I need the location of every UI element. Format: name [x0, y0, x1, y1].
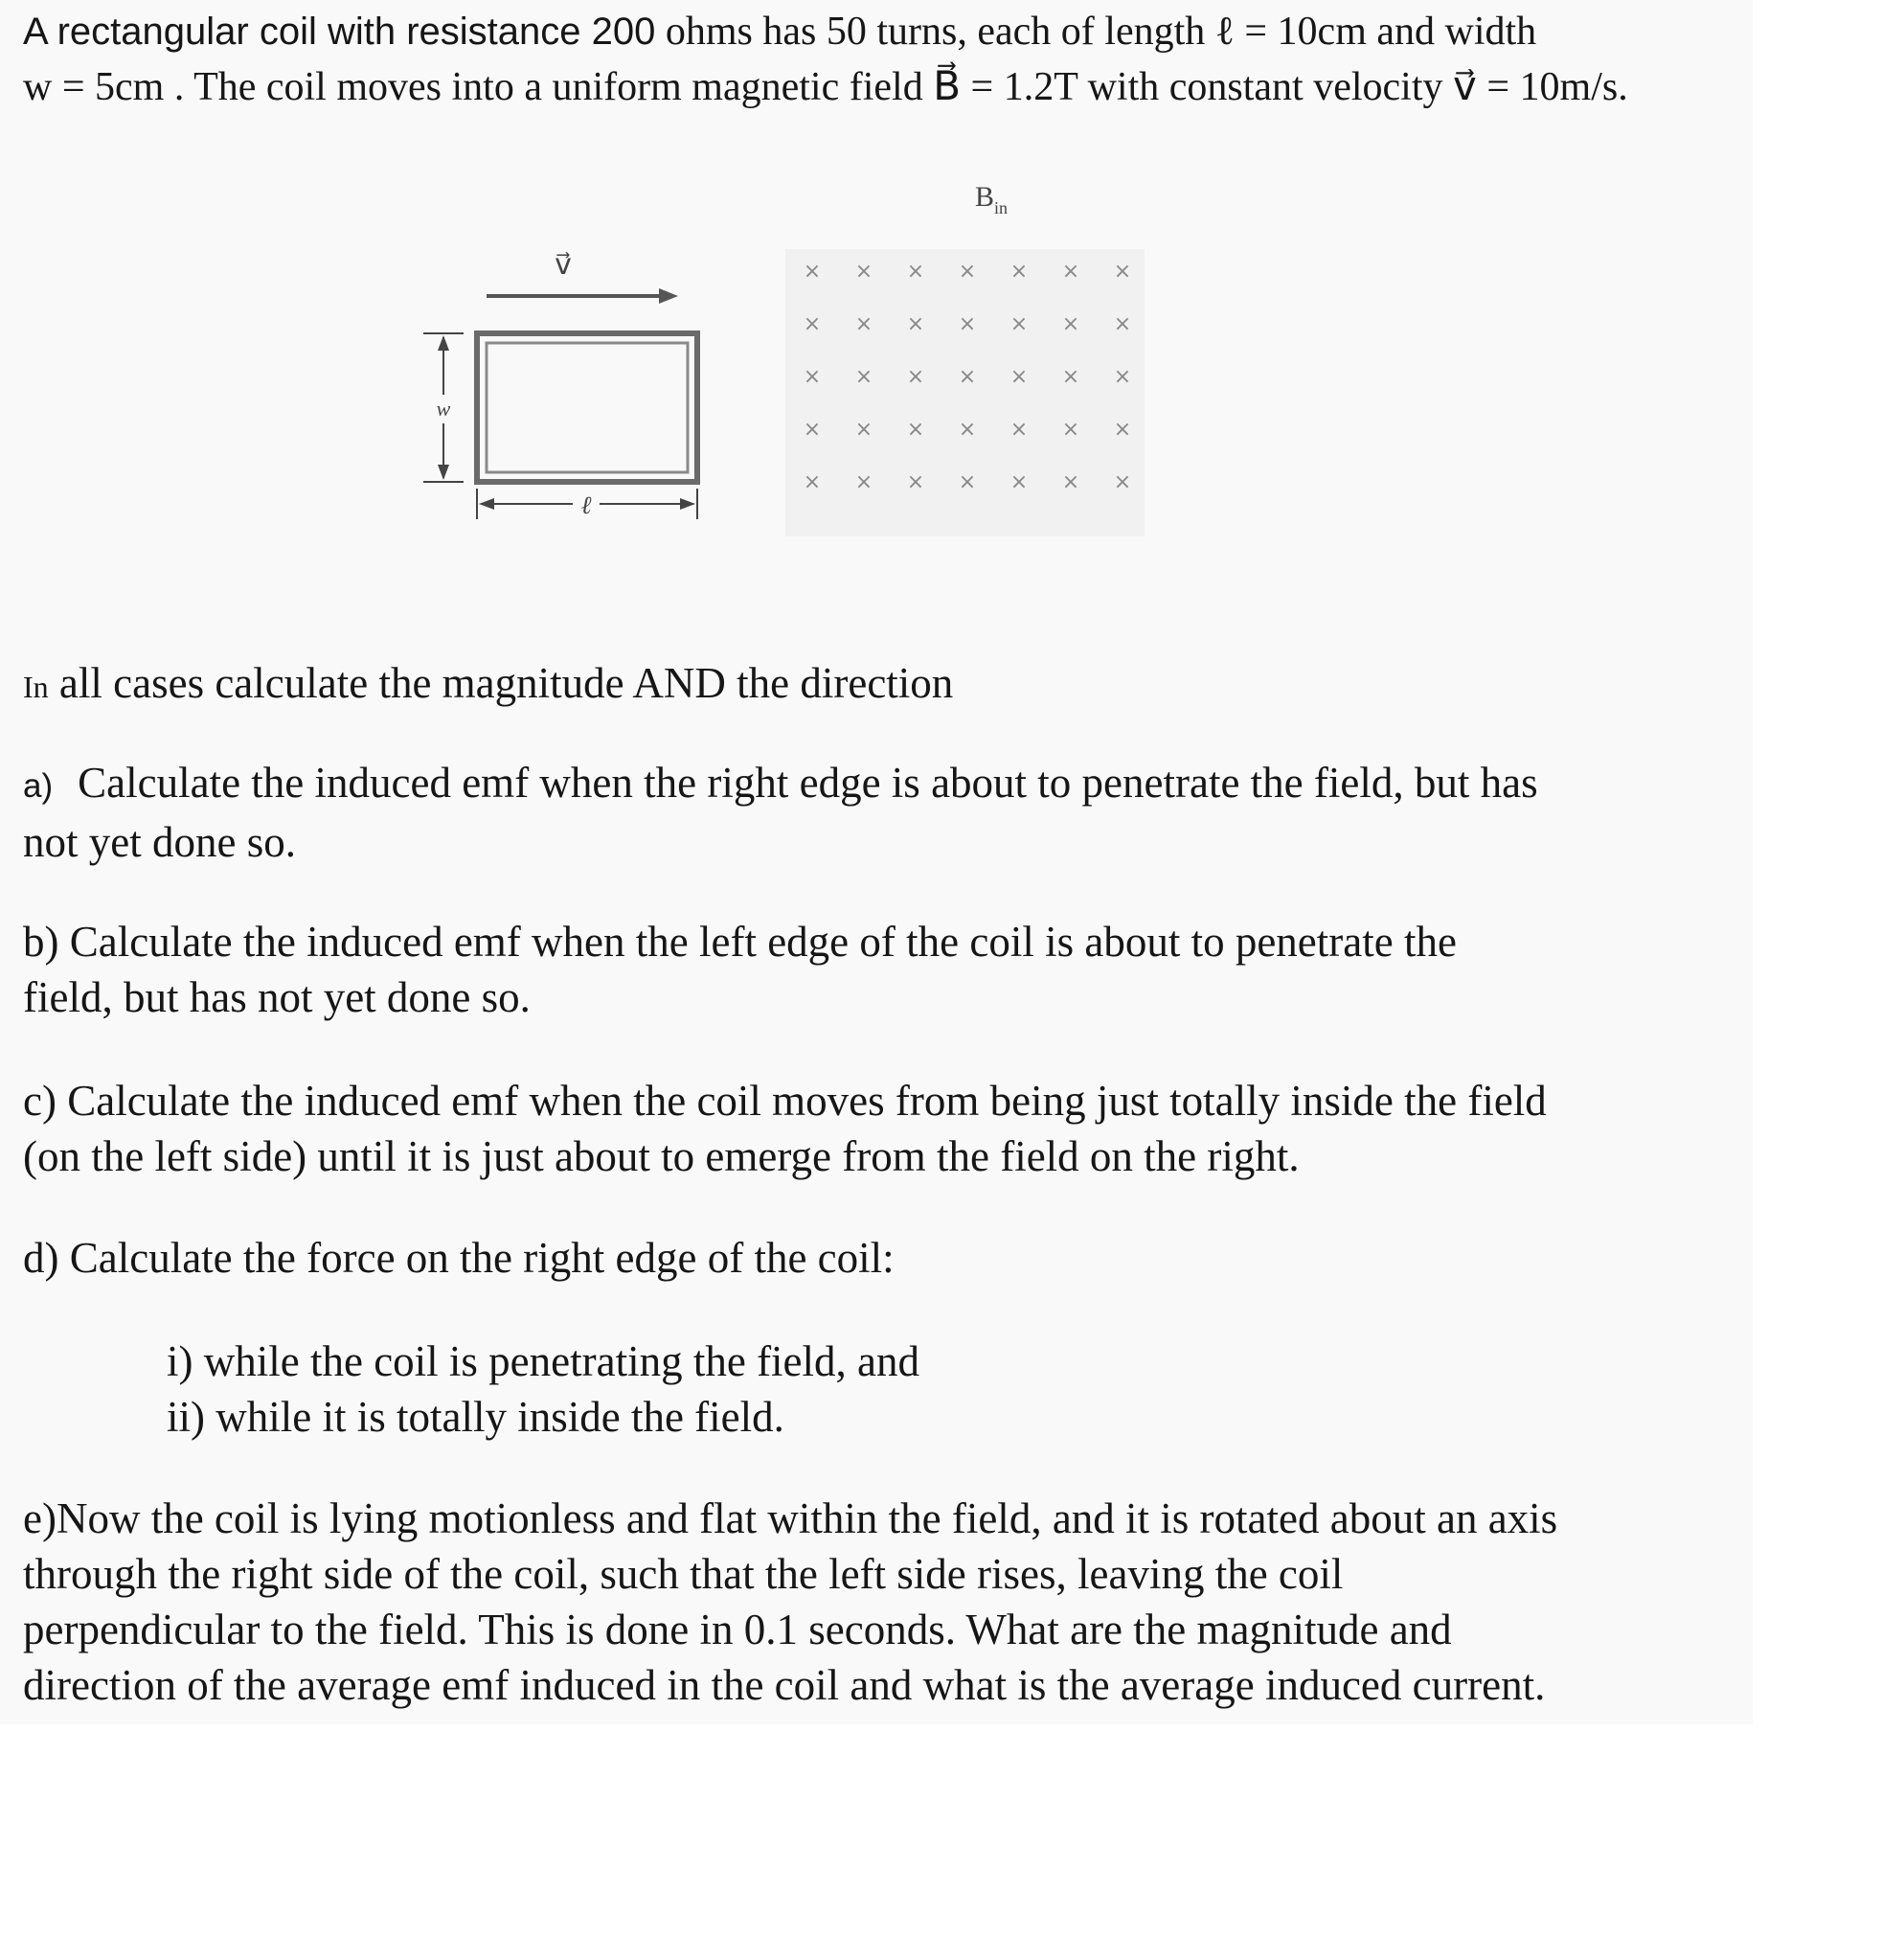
field-x-mark: × [906, 312, 925, 336]
question-d-i [167, 1333, 1882, 1389]
field-x-mark: × [1113, 312, 1132, 336]
field-x-mark: × [1009, 260, 1029, 284]
question-d-ii [167, 1389, 1882, 1445]
question-a [23, 755, 1747, 870]
field-x-mark: × [906, 418, 925, 442]
field-x-mark: × [803, 260, 822, 284]
field-x-mark: × [958, 260, 977, 284]
field-x-mark: × [1113, 365, 1132, 389]
width-arrow-down-icon [438, 465, 449, 480]
velocity-arrowhead-icon [659, 288, 678, 304]
field-x-mark: × [1061, 418, 1080, 442]
question-b-line-1: b) Calculate the induced emf when the left edge of the coil is about to penetrate the [23, 918, 1457, 966]
field-x-mark: × [803, 470, 822, 494]
field-x-mark: × [1061, 312, 1080, 336]
field-label [975, 181, 1008, 217]
field-x-mark: × [1061, 470, 1080, 494]
field-x-mark: × [958, 312, 977, 336]
question-c-line-1: c) Calculate the induced emf when the coil moves from being just totally inside the field [23, 1077, 1547, 1125]
question-a-line-1: Calculate the induced emf when the right edge is about to penetrate the field, but has [78, 759, 1538, 807]
field-x-mark: × [906, 260, 925, 284]
question-e-line-1: e)Now the coil is lying motionless and flat within the field, and it is rotated about an axis [23, 1494, 1558, 1542]
question-b [23, 914, 1747, 1025]
question-a-line-2: not yet done so. [23, 818, 296, 866]
question-e-line-4: direction of the average emf induced in the coil and what is the average induced current. [23, 1661, 1546, 1709]
width-label: w [436, 397, 451, 421]
question-d [23, 1230, 1747, 1286]
coil-inner [487, 343, 688, 472]
field-x-mark: × [1113, 418, 1132, 442]
length-arrow-left-icon [479, 498, 494, 510]
length-arrow-right-icon [680, 498, 695, 510]
field-label-symbol: B [974, 181, 994, 213]
question-e-line-3: perpendicular to the field. This is done in 0.1 seconds. What are the magnitude and [23, 1606, 1452, 1653]
field-x-mark: × [1061, 260, 1080, 284]
field-x-mark: × [1009, 312, 1029, 336]
question-e [23, 1491, 1747, 1713]
instructions [23, 655, 1747, 715]
field-x-mark: × [803, 418, 822, 442]
field-x-mark: × [906, 365, 925, 389]
intro-serif-text: ohms has 50 turns, each of length ℓ = 10cm and width [655, 10, 1537, 54]
field-x-mark: × [1061, 365, 1080, 389]
problem-intro [23, 4, 1747, 115]
velocity-label: v⃗ [555, 249, 572, 281]
intro-sans-text: A rectangular coil with resistance 200 [23, 11, 656, 53]
question-b-line-2: field, but has not yet done so. [23, 973, 531, 1021]
intro-line-1 [23, 4, 1747, 59]
question-d-ii-text: ii) while it is totally inside the field. [167, 1393, 784, 1441]
field-x-mark: × [1009, 470, 1029, 494]
field-x-mark: × [958, 365, 977, 389]
field-x-mark: × [958, 470, 977, 494]
question-d-i-text: i) while the coil is penetrating the field, and [167, 1337, 920, 1385]
field-x-mark: × [854, 260, 873, 284]
intro-line-2: w = 5cm . The coil moves into a uniform magnetic field B⃗ = 1.2T with constant velocity v⃗ = 10m/s. [23, 65, 1628, 109]
question-e-line-2: through the right side of the coil, such that the left side rises, leaving the coil [23, 1550, 1344, 1598]
instructions-text: all cases calculate the magnitude AND the direction [48, 659, 954, 707]
coil-field-diagram [402, 172, 1264, 575]
question-d-line-1: d) Calculate the force on the right edge of the coil: [23, 1234, 895, 1282]
question-c-line-2: (on the left side) until it is just about to emerge from the field on the right. [23, 1132, 1300, 1180]
question-c [23, 1073, 1747, 1184]
question-a-label: a) [23, 767, 54, 805]
field-x-mark: × [803, 365, 822, 389]
field-x-mark: × [1113, 470, 1132, 494]
field-x-mark: × [854, 312, 873, 336]
coil-outer [477, 333, 697, 482]
field-label-subscript: in [994, 198, 1009, 217]
field-x-mark: × [803, 312, 822, 336]
field-x-mark: × [854, 365, 873, 389]
length-label: ℓ [580, 491, 592, 519]
field-x-mark: × [906, 470, 925, 494]
instructions-prefix: In [23, 670, 49, 704]
width-arrow-up-icon [438, 335, 449, 351]
field-x-mark: × [854, 418, 873, 442]
field-x-mark: × [1113, 260, 1132, 284]
field-x-mark: × [958, 418, 977, 442]
field-x-mark: × [854, 470, 873, 494]
field-x-mark: × [1009, 365, 1029, 389]
field-x-mark: × [1009, 418, 1029, 442]
